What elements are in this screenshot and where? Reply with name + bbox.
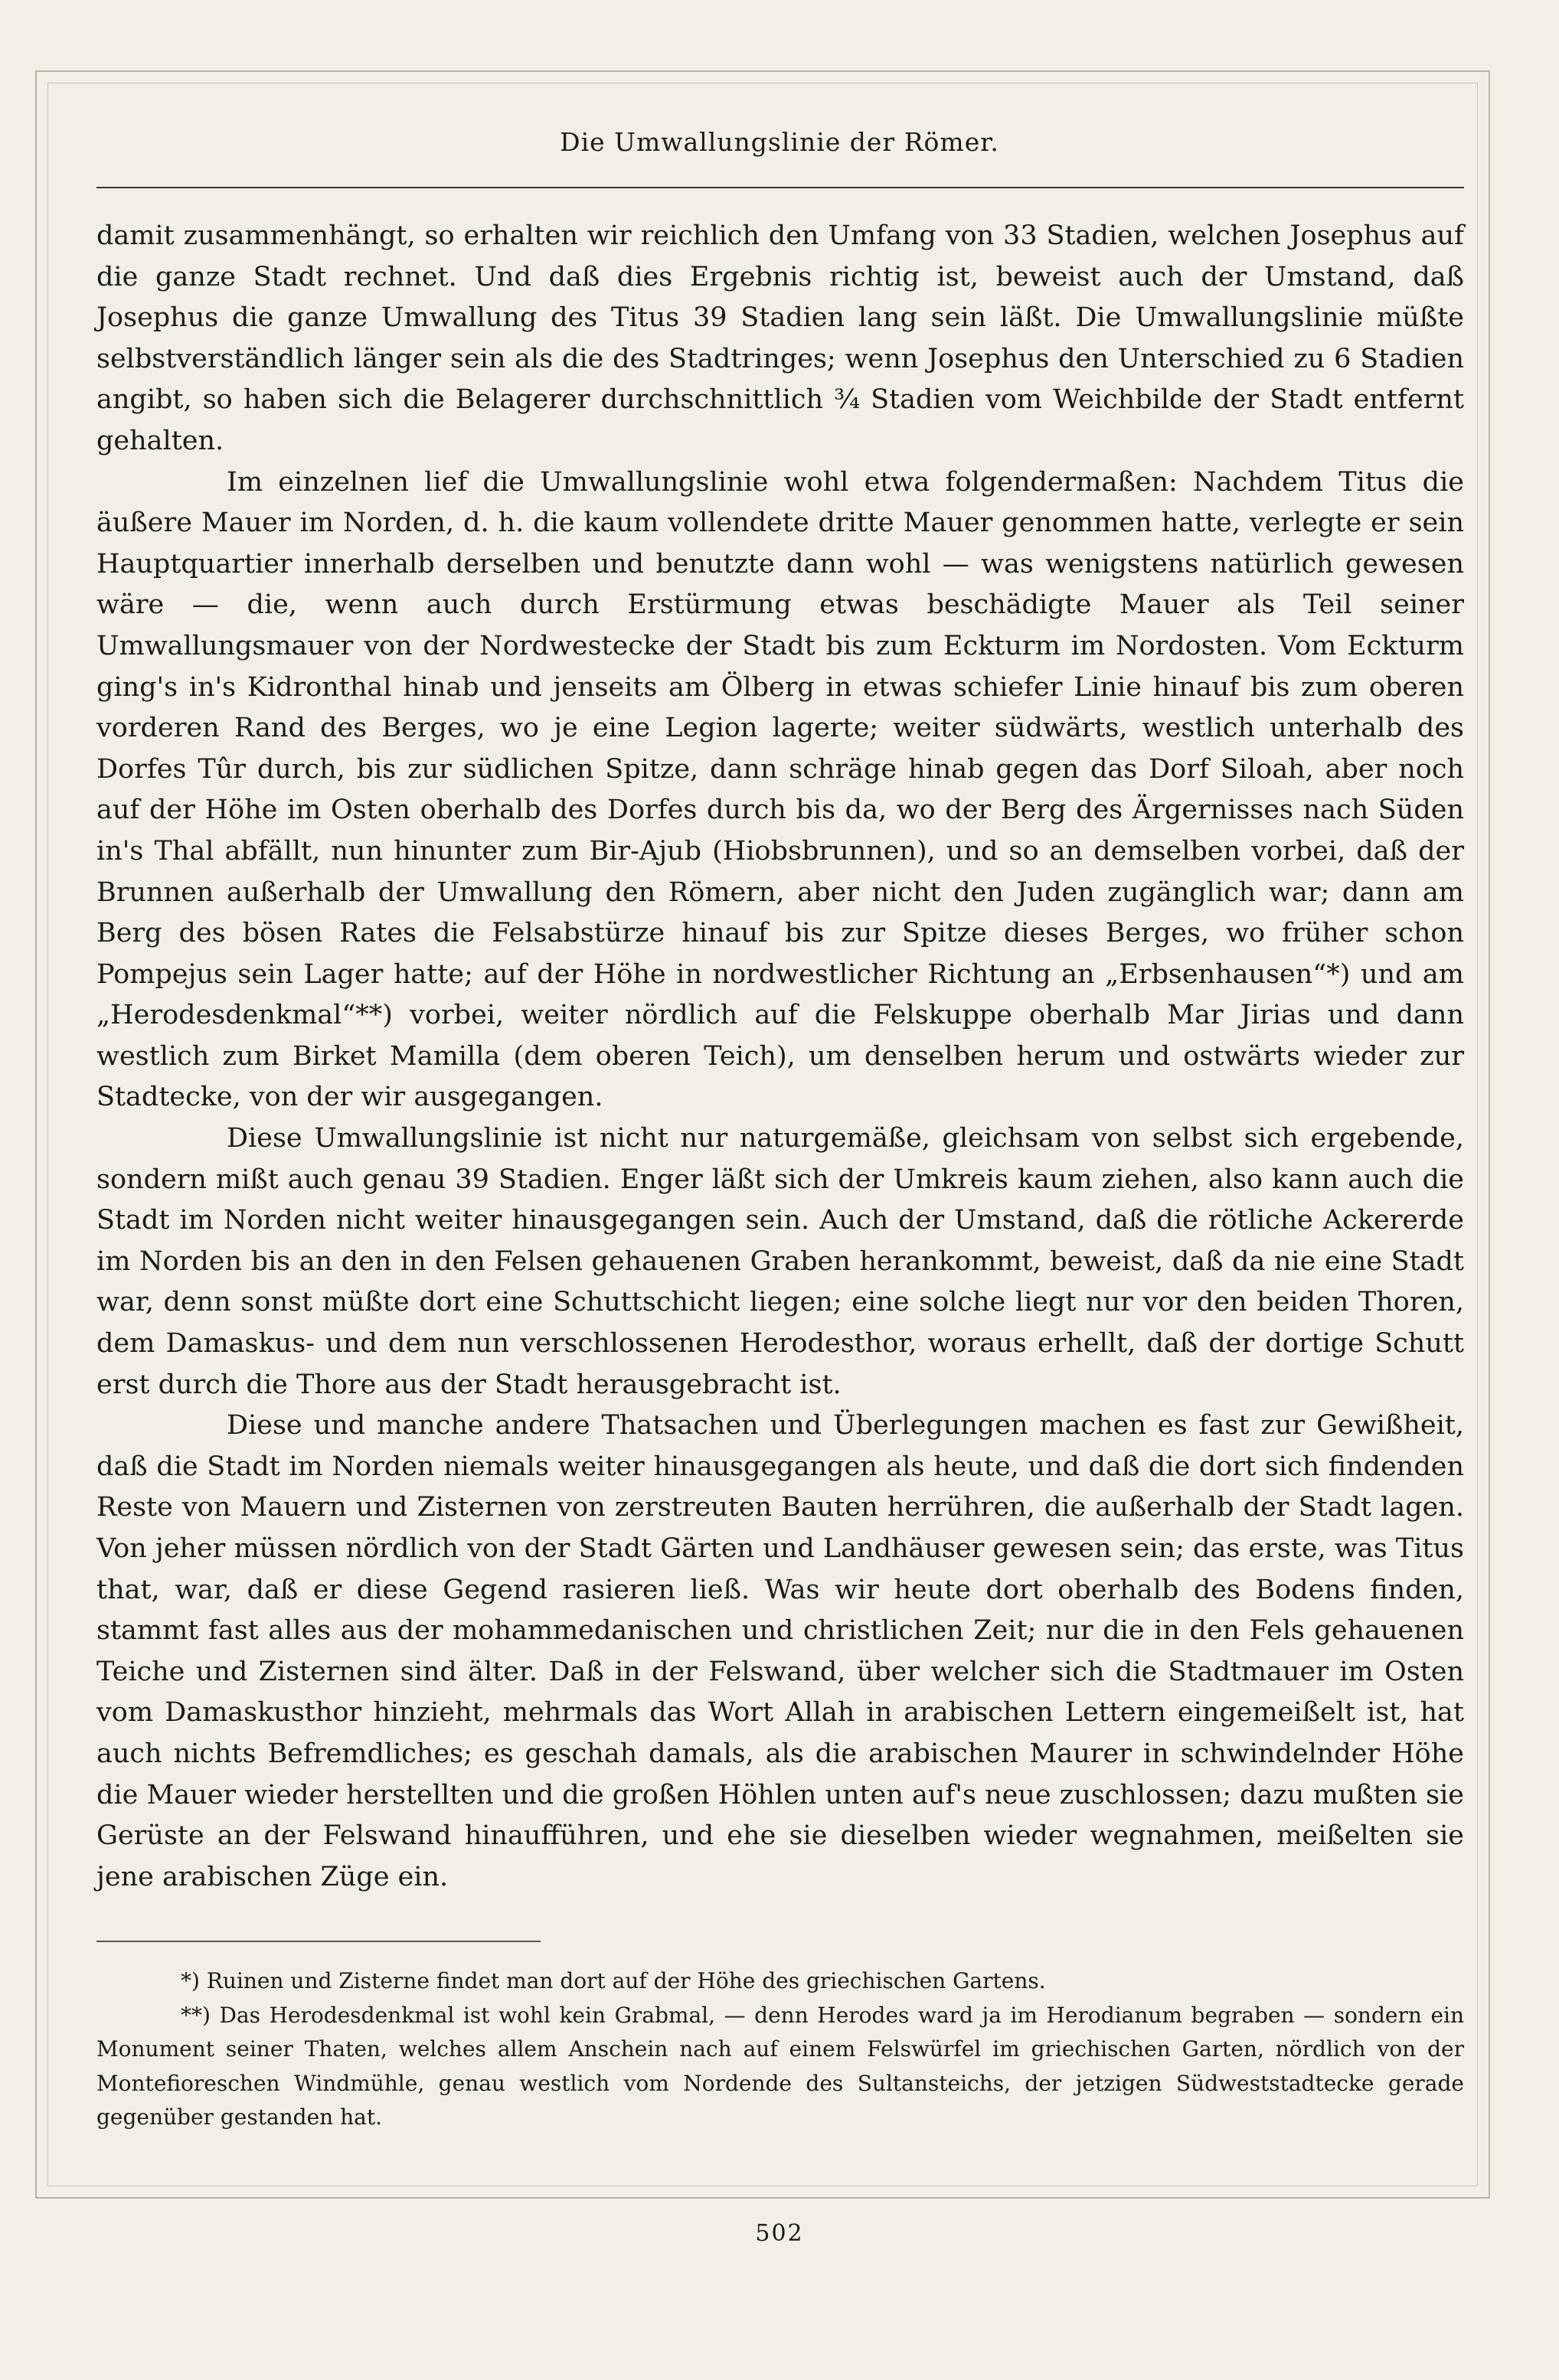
main-text xyxy=(96,216,1464,1898)
paragraph: Im einzelnen lief die Umwallungslinie wohl etwa folgendermaßen: Nachdem Titus die äußere Mauer im Norden, d. h. die kaum vollendete dritte Mauer genommen hatte, verlegte er sein Hauptquartier innerhalb derselben und benutzte dann wohl — was wenigstens natürlich gewesen wäre — die, wenn auch durch Erstürmung etwas beschädigte Mauer als Teil seiner Umwallungsmauer von der Nordwestecke der Stadt bis zum Eckturm im Nordosten. Vom Eckturm ging's in's Kidronthal hinab und jenseits am Ölberg in etwas schiefer Linie hinauf bis zum oberen vorderen Rand des Berges, wo je eine Legion lagerte; weiter südwärts, westlich unterhalb des Dorfes Tûr durch, bis zur südlichen Spitze, dann schräge hinab gegen das Dorf Siloah, aber noch auf der Höhe im Osten oberhalb des Dorfes durch bis da, wo der Berg des Ärgernisses nach Süden in's Thal abfällt, nun hinunter zum Bir-Ajub (Hiobsbrunnen), und so an demselben vorbei, daß der Brunnen außerhalb der Umwallung den Römern, aber nicht den Juden zugänglich war; dann am Berg des bösen Rates die Felsabstürze hinauf bis zur Spitze dieses Berges, wo früher schon Pompejus sein Lager hatte; auf der Höhe in nordwestlicher Richtung an „Erbsenhausen“*) und am „Herodesdenkmal“**) vorbei, weiter nördlich auf die Felskuppe oberhalb Mar Jirias und dann westlich zum Birket Mamilla (dem oberen Teich), um denselben herum und ostwärts wieder zur Stadtecke, von der wir ausgegangen. xyxy=(96,466,1464,1113)
footnote: *) Ruinen und Zisterne findet man dort auf der Höhe des griechischen Gartens. xyxy=(181,1968,1046,1993)
paragraph: damit zusammenhängt, so erhalten wir reichlich den Umfang von 33 Stadien, welchen Josephus auf die ganze Stadt rechnet. Und daß dies Ergebnis richtig ist, beweist auch der Umstand, daß Josephus die ganze Umwallung des Titus 39 Stadien lang sein läßt. Die Umwallungslinie müßte selbstverständlich länger sein als die des Stadtringes; wenn Josephus den Unterschied zu 6 Stadien angibt, so haben sich die Belagerer durchschnittlich ¾ Stadien vom Weichbilde der Stadt entfernt gehalten. xyxy=(96,220,1464,456)
footnote-rule xyxy=(96,1941,541,1942)
paragraph: Diese Umwallungslinie ist nicht nur naturgemäße, gleichsam von selbst sich ergebende, sondern mißt auch genau 39 Stadien. Enger läßt sich der Umkreis kaum ziehen, also kann auch die Stadt im Norden nicht weiter hinausgegangen sein. Auch der Umstand, daß die rötliche Ackererde im Norden bis an den in den Felsen gehauenen Graben herankommt, beweist, daß da nie eine Stadt war, denn sonst müßte dort eine Schuttschicht liegen; eine solche liegt nur vor den beiden Thoren, dem Damaskus- und dem nun verschlossenen Herodesthor, woraus erhellt, daß der dortige Schutt erst durch die Thore aus der Stadt herausgebracht ist. xyxy=(96,1123,1464,1400)
footnotes xyxy=(96,1964,1464,2135)
page-number: 502 xyxy=(755,2220,804,2247)
footnote: **) Das Herodesdenkmal ist wohl kein Grabmal, — denn Herodes ward ja im Herodianum begraben — sondern ein Monument seiner Thaten, welches allem Anschein nach auf einem Felswürfel im griechischen Garten, nördlich von der Montefioreschen Windmühle, genau westlich vom Nordende des Sultansteichs, der jetzigen Südweststadtecke gerade gegenüber gestanden hat. xyxy=(96,2002,1464,2130)
running-title: Die Umwallungslinie der Römer. xyxy=(560,127,999,157)
header-rule xyxy=(96,187,1464,188)
paragraph: Diese und manche andere Thatsachen und Überlegungen machen es fast zur Gewißheit, daß die Stadt im Norden niemals weiter hinausgegangen als heute, und daß die dort sich findenden Reste von Mauern und Zisternen von zerstreuten Bauten herrühren, die außerhalb der Stadt lagen. Von jeher müssen nördlich von der Stadt Gärten und Landhäuser gewesen sein; das erste, was Titus that, war, daß er diese Gegend rasieren ließ. Was wir heute dort oberhalb des Bodens finden, stammt fast alles aus der mohammedanischen und christlichen Zeit; nur die in den Fels gehauenen Teiche und Zisternen sind älter. Daß in der Felswand, über welcher sich die Stadtmauer im Osten vom Damaskusthor hinzieht, mehrmals das Wort Allah in arabischen Lettern eingemeißelt ist, hat auch nichts Befremdliches; es geschah damals, als die arabischen Maurer in schwindelnder Höhe die Mauer wieder herstellten und die großen Höhlen unten auf's neue zuschlossen; dazu mußten sie Gerüste an der Felswand hinaufführen, und ehe sie dieselben wieder wegnahmen, meißelten sie jene arabischen Züge ein. xyxy=(96,1410,1464,1892)
